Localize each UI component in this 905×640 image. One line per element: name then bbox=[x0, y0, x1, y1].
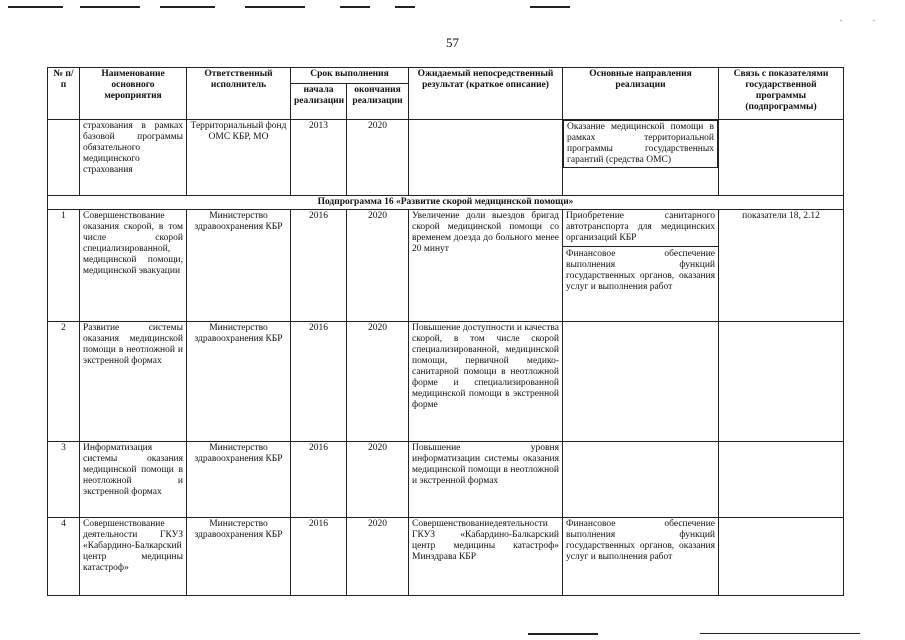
scan-line-top-3 bbox=[160, 6, 215, 8]
direction-box: Оказание медицинской помощи в рамках территориальной программы государственных гарантий (средства ОМС) bbox=[563, 120, 718, 168]
scan-line-top-5 bbox=[340, 6, 370, 8]
cell-directions bbox=[563, 442, 719, 518]
cell-result: Совершенствованиедеятельности ГКУЗ «Кабардино-Балкарский центр медицины катастроф» Минздрава КБР bbox=[409, 518, 563, 596]
cell-name: Совершенствование оказания скорой, в том числе скорой специализированной, медицинской помощи, медицинской эвакуации bbox=[80, 210, 187, 322]
header-directions: Основные направления реализации bbox=[563, 68, 719, 120]
scan-line-top-2 bbox=[80, 6, 140, 8]
scan-line-top-7 bbox=[530, 6, 570, 8]
table-row bbox=[48, 322, 844, 442]
cell-num: 4 bbox=[48, 518, 80, 596]
table-row bbox=[48, 518, 844, 596]
direction-item: Приобретение санитарного автотранспорта для медицинских организаций КБР bbox=[563, 211, 718, 247]
scan-line-top-1 bbox=[8, 6, 63, 8]
header-link: Связь с показателями государственной программы (подпрограммы) bbox=[719, 68, 844, 120]
cell-start: 2016 bbox=[291, 518, 347, 596]
scan-line-top-4 bbox=[245, 6, 305, 8]
direction-item: Финансовое обеспечение выполнения функций государственных органов, оказания услуг и выполнения работ bbox=[566, 249, 715, 292]
cell-directions bbox=[563, 210, 719, 322]
cell-end: 2020 bbox=[347, 442, 409, 518]
subprogram-title: Подпрограмма 16 «Развитие скорой медицинской помощи» bbox=[48, 196, 844, 210]
cell-start: 2013 bbox=[291, 120, 347, 196]
cell-link bbox=[719, 442, 844, 518]
cell-end: 2020 bbox=[347, 518, 409, 596]
header-end: окончания реализации bbox=[347, 84, 409, 120]
header-name: Наименование основного мероприятия bbox=[80, 68, 187, 120]
cell-responsible: Министерство здравоохранения КБР bbox=[187, 210, 291, 322]
cell-result bbox=[409, 120, 563, 196]
cell-end: 2020 bbox=[347, 322, 409, 442]
cell-link bbox=[719, 322, 844, 442]
cell-name: Развитие системы оказания медицинской помощи в неотложной и экстренной формах bbox=[80, 322, 187, 442]
subprogram-row bbox=[48, 196, 844, 210]
cell-name: Информатизация системы оказания медицинской помощи в неотложной и экстренной формах bbox=[80, 442, 187, 518]
header-responsible: Ответственный исполнитель bbox=[187, 68, 291, 120]
cell-directions bbox=[563, 322, 719, 442]
cell-responsible: Министерство здравоохранения КБР bbox=[187, 322, 291, 442]
cell-responsible: Территориальный фонд ОМС КБР, МО bbox=[187, 120, 291, 196]
table-row-continued bbox=[48, 120, 844, 196]
cell-end: 2020 bbox=[347, 210, 409, 322]
cell-name: страхования в рамках базовой программы обязательного медицинского страхования bbox=[80, 120, 187, 196]
measures-table bbox=[47, 67, 844, 596]
cell-name: Совершенствование деятельности ГКУЗ «Кабардино-Балкарский центр медицины катастроф» bbox=[80, 518, 187, 596]
cell-num: 3 bbox=[48, 442, 80, 518]
cell-start: 2016 bbox=[291, 210, 347, 322]
corner-mark-1: ∙ bbox=[840, 16, 842, 25]
cell-directions: Финансовое обеспечение выполнения функций государственных органов, оказания услуг и выполнения работ bbox=[563, 518, 719, 596]
cell-result: Увеличение доли выездов бригад скорой медицинской помощи со временем доезда до больного менее 20 минут bbox=[409, 210, 563, 322]
cell-link bbox=[719, 518, 844, 596]
scan-line-top-6 bbox=[395, 6, 415, 8]
header-num: № п/п bbox=[48, 68, 80, 120]
cell-direction bbox=[563, 120, 719, 196]
table-row bbox=[48, 210, 844, 322]
cell-end: 2020 bbox=[347, 120, 409, 196]
corner-mark-2: ∙ bbox=[873, 16, 875, 25]
cell-num: 1 bbox=[48, 210, 80, 322]
cell-responsible: Министерство здравоохранения КБР bbox=[187, 518, 291, 596]
header-start: начала реализации bbox=[291, 84, 347, 120]
table-row bbox=[48, 442, 844, 518]
cell-link bbox=[719, 120, 844, 196]
cell-num: 2 bbox=[48, 322, 80, 442]
cell-num bbox=[48, 120, 80, 196]
cell-result: Повышение доступности и качества скорой, в том числе скорой специализированной, медицинской помощи, первичной медико-санитарной помощи в неотложной форме и специализированной медицинской помощи в экстренной форме bbox=[409, 322, 563, 442]
page-number: 57 bbox=[446, 35, 459, 50]
scan-line-bottom-2 bbox=[700, 633, 860, 634]
scan-line-bottom-1 bbox=[528, 633, 598, 635]
cell-start: 2016 bbox=[291, 322, 347, 442]
cell-result: Повышение уровня информатизации системы оказания медицинской помощи в неотложной и экстренной формах bbox=[409, 442, 563, 518]
header-term: Срок выполнения bbox=[291, 68, 409, 84]
header-result: Ожидаемый непосредственный результат (краткое описание) bbox=[409, 68, 563, 120]
cell-responsible: Министерство здравоохранения КБР bbox=[187, 442, 291, 518]
cell-link: показатели 18, 2.12 bbox=[719, 210, 844, 322]
cell-start: 2016 bbox=[291, 442, 347, 518]
